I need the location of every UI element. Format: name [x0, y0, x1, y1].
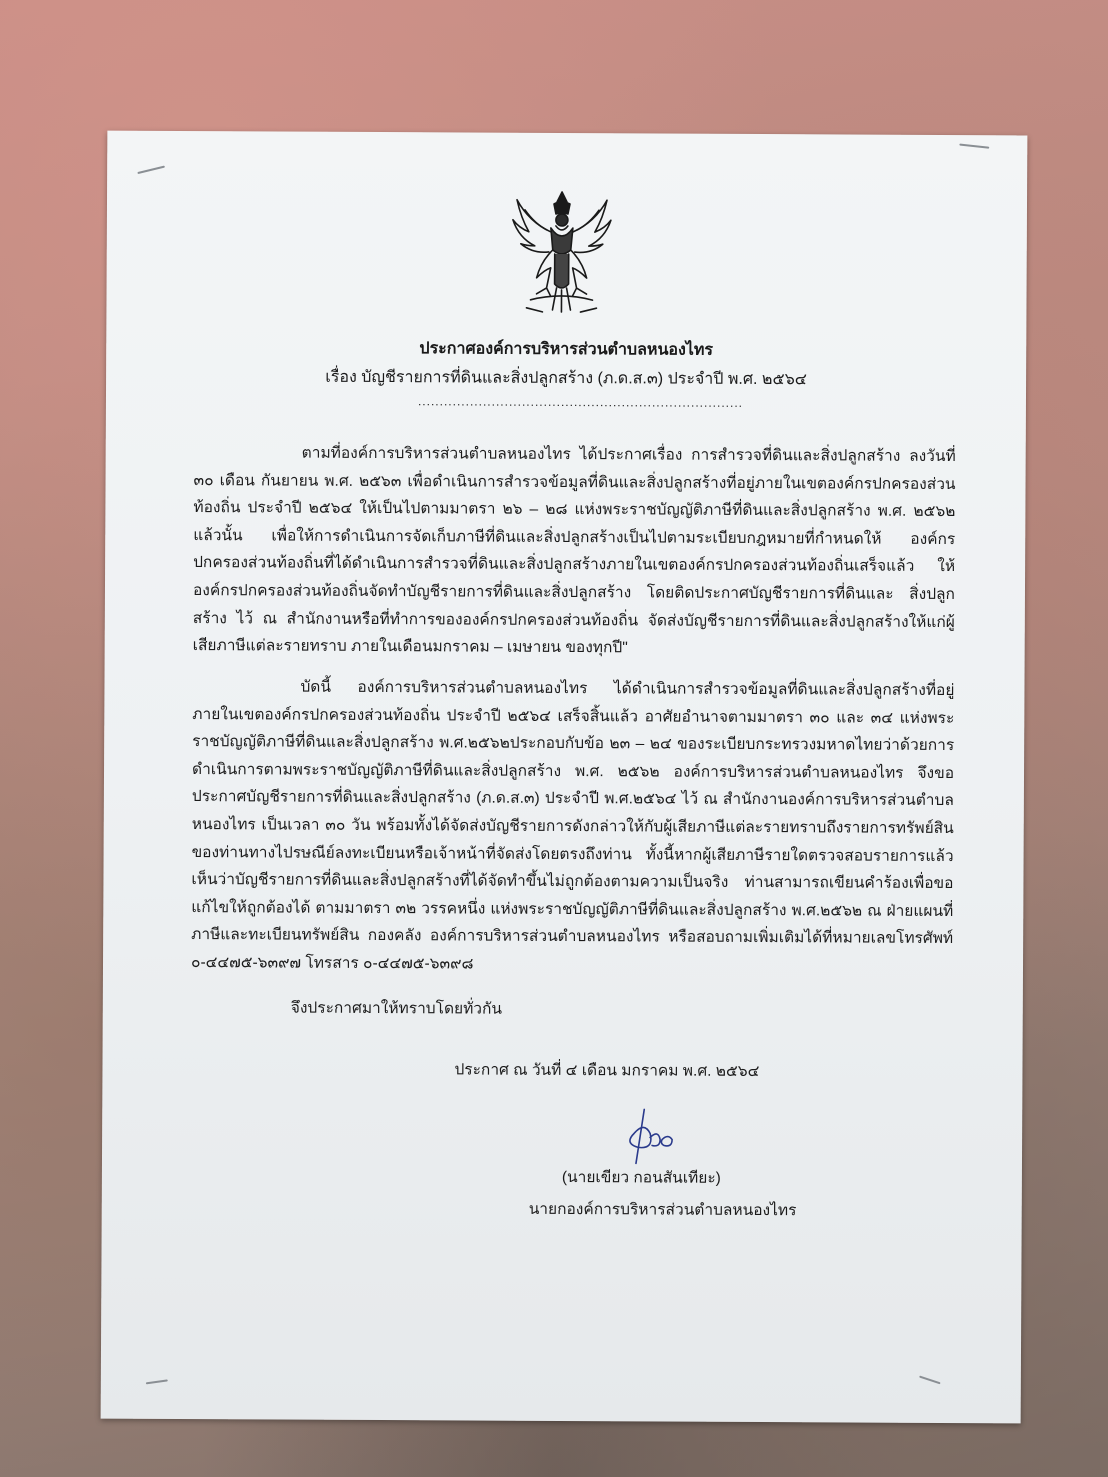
- announcement-paper: [101, 131, 1028, 1424]
- handwritten-signature: [614, 1103, 684, 1173]
- staple: [919, 1376, 941, 1385]
- date-line: ประกาศ ณ วันที่ ๔ เดือน มกราคม พ.ศ. ๒๕๖๔: [454, 1061, 760, 1081]
- body-paragraph: ตามที่องค์การบริหารส่วนตำบลหนองไทร ได้ประกาศเรื่อง การสำรวจที่ดินและสิ่งปลูกสร้าง ลงวันที่ ๓๐ เดือน กันยายน พ.ศ. ๒๕๖๓ เพื่อดำเนินการสำรวจข้อมูลที่ดินและสิ่งปลูกสร้างที่อยู่ภายในเขตองค์กรปกครองส่วนท้องถิ่น ประจำปี ๒๕๖๔ ให้เป็นไปตามมาตรา ๒๖ – ๒๘ แห่งพระราชบัญญัติภาษีที่ดินและสิ่งปลูกสร้าง พ.ศ. ๒๕๖๒ แล้วนั้น เพื่อให้การดำเนินการจัดเก็บภาษีที่ดินและสิ่งปลูกสร้างเป็นไปตามระเบียบกฎหมายที่กำหนดให้ องค์กรปกครองส่วนท้องถิ่นที่ได้ดำเนินการสำรวจที่ดินและสิ่งปลูกสร้างภายในเขตองค์กรปกครองส่วนท้องถิ่นเสร็จแล้ว ให้องค์กรปกครองส่วนท้องถิ่นจัดทำบัญชีรายการที่ดินและสิ่งปลูกสร้าง โดยติดประกาศบัญชีรายการที่ดินและ สิ่งปลูกสร้าง ไว้ ณ สำนักงานหรือที่ทำการขององค์กรปกครองส่วนท้องถิ่น จัดส่งบัญชีรายการที่ดินและสิ่งปลูกสร้างให้แก่ผู้เสียภาษีแต่ละรายทราบ ภายในเดือนมกราคม – เมษายน ของทุกปี": [192, 444, 956, 657]
- body-paragraph: บัดนี้ องค์การบริหารส่วนตำบลหนองไทร ได้ดำเนินการสำรวจข้อมูลที่ดินและสิ่งปลูกสร้างที่อยู่ภายในเขตองค์กรปกครองส่วนท้องถิ่น ประจำปี ๒๕๖๔ เสร็จสิ้นแล้ว อาศัยอำนาจตามมาตรา ๓๐ และ ๓๔ แห่งพระราชบัญญัติภาษีที่ดินและสิ่งปลูกสร้าง พ.ศ.๒๕๖๒ประกอบกับข้อ ๒๓ – ๒๔ ของระเบียบกระทรวงมหาดไทยว่าด้วยการดำเนินการตามพระราชบัญญัติภาษีที่ดินและสิ่งปลูกสร้าง พ.ศ. ๒๕๖๒ องค์การบริหารส่วนตำบลหนองไทร จึงขอประกาศบัญชีรายการที่ดินและสิ่งปลูกสร้าง (ภ.ด.ส.๓) ประจำปี พ.ศ.๒๕๖๔ ไว้ ณ สำนักงานองค์การบริหารส่วนตำบลหนองไทร เป็นเวลา ๓๐ วัน พร้อมทั้งได้จัดส่งบัญชีรายการดังกล่าวให้กับผู้เสียภาษีแต่ละรายทราบถึงรายการทรัพย์สินของท่านทางไปรษณีย์ลงทะเบียนหรือเจ้าหน้าที่จัดส่งโดยตรงถึงท่าน ทั้งนี้หากผู้เสียภาษีรายใดตรวจสอบรายการแล้ว เห็นว่าบัญชีรายการที่ดินและสิ่งปลูกสร้างที่ได้จัดทำขึ้นไม่ถูกต้องตามความเป็นจริง ท่านสามารถเขียนคำร้องเพื่อขอแก้ไขให้ถูกต้องได้ ตามมาตรา ๓๒ วรรคหนึ่ง แห่งพระราชบัญญัติภาษีที่ดินและสิ่งปลูกสร้าง พ.ศ.๒๕๖๒ ณ ฝ่ายแผนที่ภาษีและทะเบียนทรัพย์สิน กองคลัง องค์การบริหารส่วนตำบลหนองไทร หรือสอบถามเพิ่มเติมได้ที่หมายเลขโทรศัพท์ ๐-๔๔๗๕-๖๓๙๗ โทรสาร ๐-๔๔๗๕-๖๓๙๘: [190, 678, 955, 973]
- announcement-title: ประกาศองค์การบริหารส่วนตำบลหนองไทร: [419, 340, 714, 359]
- signer-position: นายกองค์การบริหารส่วนตำบลหนองไทร: [528, 1200, 797, 1220]
- separator-dots: ...........................................................................: [417, 394, 744, 410]
- staple: [146, 1379, 168, 1384]
- announcement-subject: เรื่อง บัญชีรายการที่ดินและสิ่งปลูกสร้าง (ภ.ด.ส.๓) ประจำปี พ.ศ. ๒๕๖๔: [325, 368, 807, 389]
- garuda-emblem: [506, 188, 617, 319]
- signer-name: (นายเขียว กอนสันเทียะ): [561, 1168, 721, 1187]
- closing-line: จึงประกาศมาให้ทราบโดยทั่วกัน: [290, 999, 503, 1018]
- staple: [959, 143, 989, 148]
- staple: [137, 166, 165, 175]
